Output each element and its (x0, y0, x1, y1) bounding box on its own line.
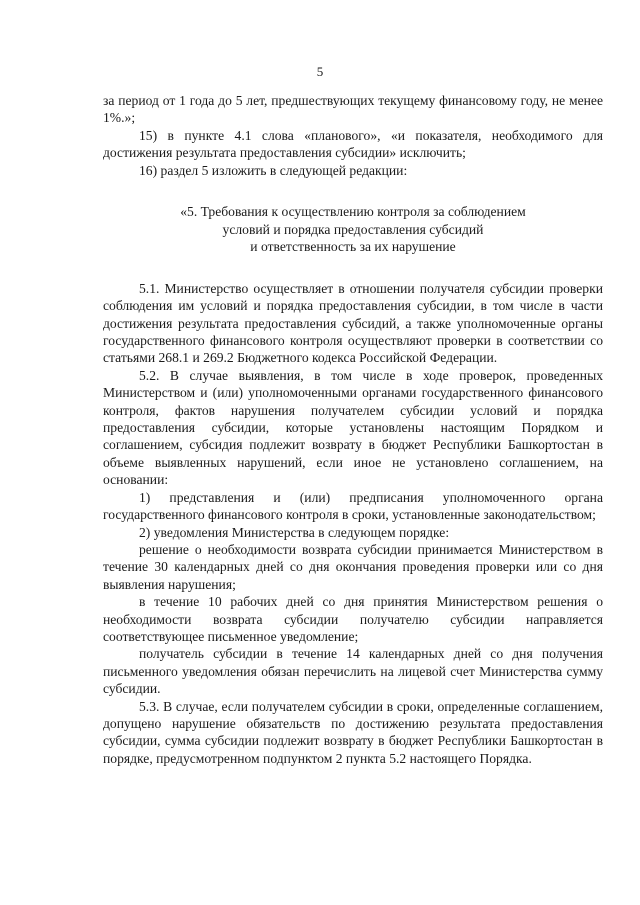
section-heading-line-3: и ответственность за их нарушение (250, 239, 456, 255)
clause-5-2-subitem-1: 1) представления и (или) предписания уполномоченного органа государственного финансового контроля в сроки, установленные законодательством; (103, 489, 603, 523)
section-heading-line-1: «5. Требования к осуществлению контроля за соблюдением (180, 204, 526, 220)
clause-5-3: 5.3. В случае, если получателем субсидии в сроки, определенные соглашением, допущено нарушение обязательств по достижению результата предоставления субсидии, сумма субсидии подлежит возврату в бюджет Республики Башкортостан в порядке, предусмотренном подпунктом 2 пункта 5.2 настоящего Порядка. (103, 698, 603, 766)
paragraph-item-16: 16) раздел 5 изложить в следующей редакции: (139, 162, 408, 178)
clause-5-2-2-decision: решение о необходимости возврата субсидии принимается Министерством в течение 30 календарных дней со дня окончания проведения проверки или со дня выявления нарушения; (103, 541, 603, 592)
clause-5-2-2-transfer: получатель субсидии в течение 14 календарных дней со дня получения письменного уведомления обязан перечислить на лицевой счет Министерства сумму субсидии. (103, 646, 603, 697)
page-number: 5 (316, 64, 324, 79)
clause-5-2-2-notice: в течение 10 рабочих дней со дня принятия Министерством решения о необходимости возврата субсидии получателю субсидии направляется соответствующее письменное уведомление; (103, 594, 603, 644)
document-body (103, 92, 603, 767)
clause-5-2: 5.2. В случае выявления, в том числе в ходе проверок, проведенных Министерством и (или) уполномоченными органами государственного финансового контроля, фактов нарушения получателем субсидии условий и порядка предоставления субсидии, которые установлены настоящим Порядком и соглашением, субсидия подлежит возврату в бюджет Республики Башкортостан в объеме выявленных нарушений, если иное не установлено соглашением, на основании: (103, 367, 603, 488)
clause-5-2-subitem-2: 2) уведомления Министерства в следующем порядке: (139, 524, 450, 540)
paragraph-item-15: 15) в пункте 4.1 слова «планового», «и показателя, необходимого для достижения результата предоставления субсидии» исключить; (103, 127, 603, 161)
section-heading-line-2: условий и порядка предоставления субсидий (222, 221, 484, 237)
section-heading (103, 203, 603, 256)
paragraph-continuation: за период от 1 года до 5 лет, предшествующих текущему финансовому году, не менее 1%.»; (103, 93, 603, 126)
clause-5-1: 5.1. Министерство осуществляет в отношении получателя субсидии проверки соблюдения им условий и порядка предоставления субсидии, в том числе в части достижения результата предоставления субсидий, а также уполномоченные органы государственного финансового контроля осуществляют проверки в соответствии со статьями 268.1 и 269.2 Бюджетного кодекса Российской Федерации. (103, 280, 603, 366)
